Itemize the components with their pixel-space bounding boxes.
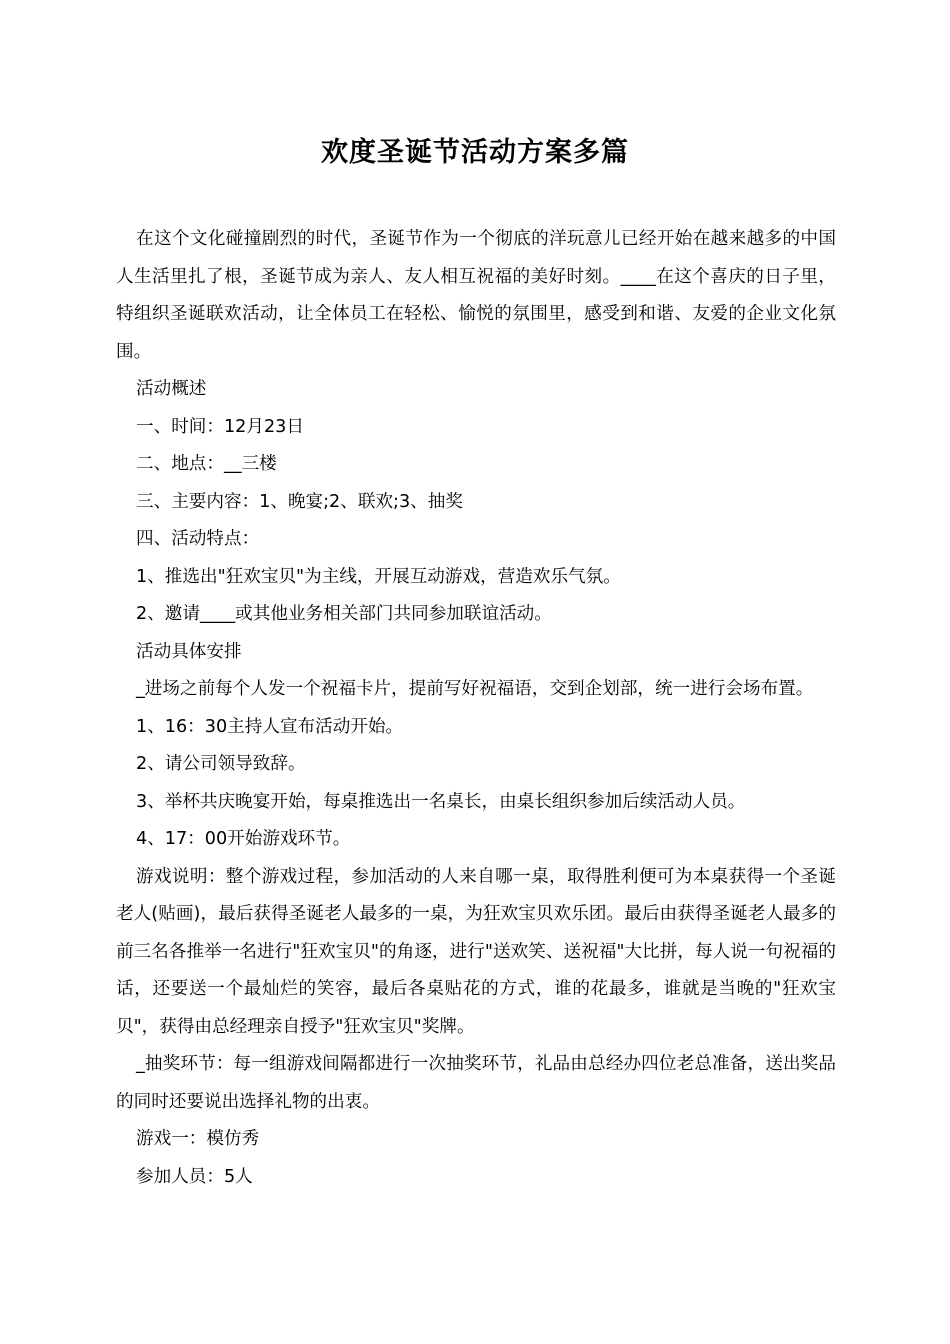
schedule-item-2: 2、请公司领导致辞。 [136,754,306,774]
overview-content: 三、主要内容：1、晚宴;2、联欢;3、抽奖 [136,491,463,512]
schedule-item-3: 3、举杯共庆晚宴开始，每桌推选出一名桌长，由桌长组织参加后续活动人员。 [136,791,746,812]
overview-time: 一、时间：12月23日 [136,416,304,437]
feature-item-1: 1、推选出"狂欢宝贝"为主线，开展互动游戏，营造欢乐气氛。 [136,566,621,587]
game-description: 游戏说明：整个游戏过程，参加活动的人来自哪一桌，取得胜利便可为本桌获得一个圣诞老人(贴画)，最后获得圣诞老人最多的一桌，为狂欢宝贝欢乐团。最后由获得圣诞老人最多的前三名各推举一名进行"狂欢宝贝"的角逐，进行"送欢笑、送祝福"大比拼，每人说一句祝福的话，还要送一个最灿烂的笑容，最后各桌贴花的方式，谁的花最多，谁就是当晚的"狂欢宝贝"，获得由总经理亲自授予"狂欢宝贝"奖牌。 [116,866,836,1037]
section-heading-schedule: 活动具体安排 [136,641,242,662]
game-one-participants: 参加人员：5人 [136,1166,253,1187]
schedule-preparation: _进场之前每个人发一个祝福卡片，提前写好祝福语，交到企划部，统一进行会场布置。 [136,679,814,699]
document-body [116,221,836,1196]
game-one-title: 游戏一：模仿秀 [136,1129,260,1149]
overview-location: 二、地点：__三楼 [136,454,277,474]
schedule-item-1: 1、16：30主持人宣布活动开始。 [136,716,404,737]
section-heading-overview: 活动概述 [136,379,207,399]
overview-features: 四、活动特点： [136,529,260,549]
document-title: 欢度圣诞节活动方案多篇 [321,137,629,168]
lottery-description: _抽奖环节：每一组游戏间隔都进行一次抽奖环节，礼品由总经办四位老总准备，送出奖品的同时还要说出选择礼物的出衷。 [116,1054,836,1112]
feature-item-2: 2、邀请____或其他业务相关部门共同参加联谊活动。 [136,604,552,624]
schedule-item-4: 4、17：00开始游戏环节。 [136,829,351,849]
intro-paragraph: 在这个文化碰撞剧烈的时代，圣诞节作为一个彻底的洋玩意儿已经开始在越来越多的中国人生活里扎了根，圣诞节成为亲人、友人相互祝福的美好时刻。____在这个喜庆的日子里，特组织圣诞联欢活动，让全体员工在轻松、愉悦的氛围里，感受到和谐、友爱的企业文化氛围。 [116,229,836,362]
